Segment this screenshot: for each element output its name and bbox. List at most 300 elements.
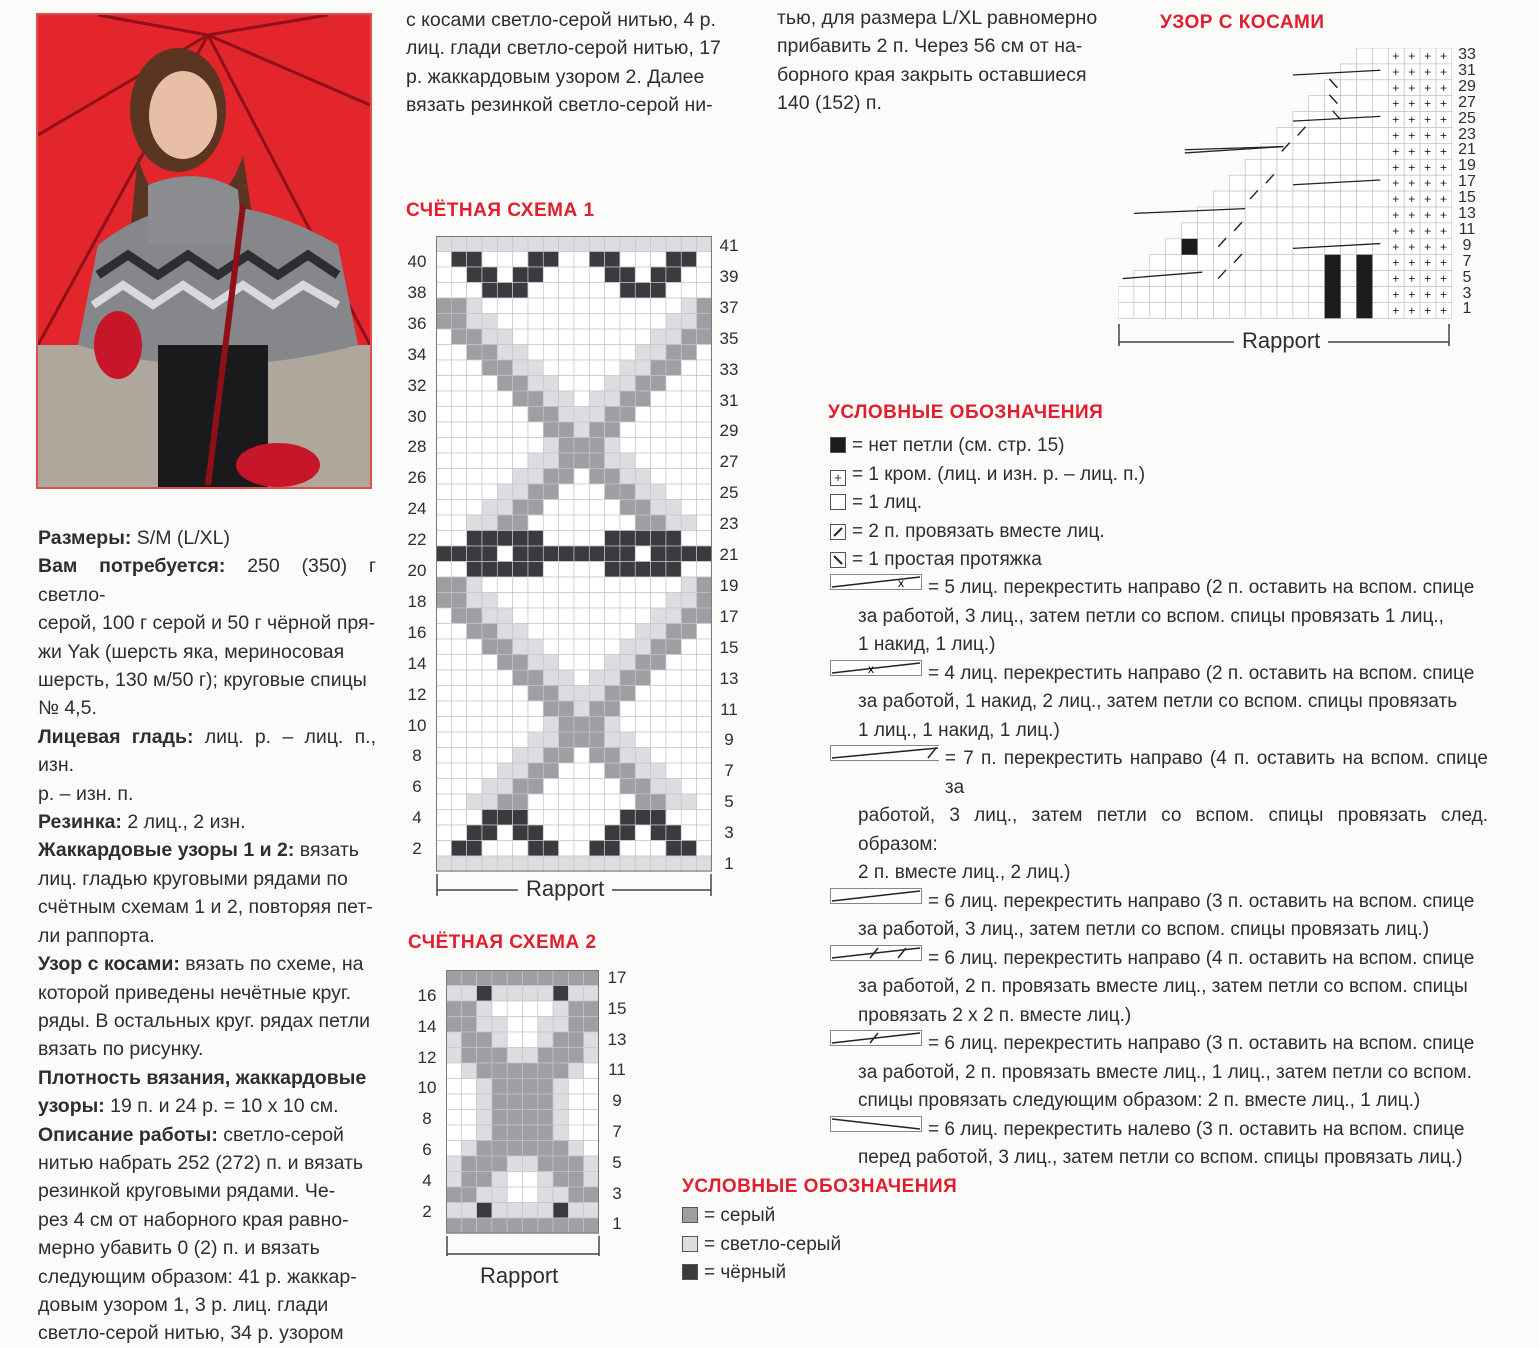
chart-cell [513,686,528,702]
chart-cell [1198,287,1214,303]
chart-cell [461,1218,476,1234]
chart-cell [492,1063,507,1079]
chart-cell [1293,159,1309,175]
legend-cables [830,574,1488,1173]
chart-cell [697,314,712,330]
chart-cell [589,717,604,733]
chart-cell [482,500,497,516]
chart-cell [543,670,558,686]
chart-cell [681,655,696,671]
chart-cell [507,1017,522,1033]
chart-cell [528,794,543,810]
chart-cell [1182,287,1198,303]
row-number: 3 [724,823,734,843]
chart-cell [697,794,712,810]
chart-cell [681,794,696,810]
chart-cell [513,407,528,423]
chart-cell [568,1079,583,1095]
chart-cell [605,469,620,485]
chart-cell [620,531,635,547]
chart-cell [1325,191,1341,207]
row-number: 33 [719,359,739,379]
chart-cell [1341,112,1357,128]
svg-text:+: + [1392,287,1400,302]
chart-cell [477,1094,492,1110]
chart-cell [584,1001,599,1017]
chart-cell [446,1001,461,1017]
chart-cell [620,345,635,361]
svg-text:+: + [1424,287,1432,302]
chart-cell [635,670,650,686]
chart-cell [1245,302,1261,318]
chart-cell [461,1048,476,1064]
cable-row-numbers [1454,46,1480,320]
chart-cell [635,763,650,779]
jacquard-label: Жаккардовые узоры 1 и 2: [38,839,295,862]
svg-text:+: + [1440,271,1448,286]
chart-cell [584,986,599,1002]
chart-cell [635,825,650,841]
row-number: 7 [724,761,734,781]
chart-cell [528,670,543,686]
chart-cell [553,1203,568,1219]
chart-cell [635,748,650,764]
svg-text:+: + [1392,255,1400,270]
chart-cell [451,825,466,841]
chart-cell [635,779,650,795]
chart-cell [620,391,635,407]
chart-cell [605,577,620,593]
chart-cell [1213,287,1229,303]
chart-cell [467,283,482,299]
chart-cell [666,732,681,748]
chart-cell [451,779,466,795]
chart-cell [513,484,528,500]
chart-cell [666,314,681,330]
chart-cell [497,391,512,407]
chart-cell [651,841,666,857]
chart-cell [1325,159,1341,175]
chart-cell [446,1063,461,1079]
chart-cell [528,438,543,454]
chart-cell [1341,271,1357,287]
chart-cell [1229,271,1245,287]
row-number: 9 [1462,236,1472,254]
legend-symbols [830,432,1510,575]
middle-column-text [406,6,746,120]
chart-cell [635,841,650,857]
chart-cell [461,1032,476,1048]
chart-cell [436,577,451,593]
chart-cell [559,856,574,872]
chart-cell [482,469,497,485]
chart-cell [666,438,681,454]
chart-cell [538,1094,553,1110]
text-line: прибавить 2 п. Через 56 см от на- [777,35,1083,58]
chart-cell [467,422,482,438]
chart-cell [446,1187,461,1203]
chart-cell [574,810,589,826]
chart-cell [559,267,574,283]
chart-cell [436,376,451,392]
chart-cell [697,469,712,485]
chart-cell [666,422,681,438]
chart-cell [666,283,681,299]
chart-cell [605,732,620,748]
chart-cell [1372,80,1388,96]
chart-cell [1134,302,1150,318]
chart-cell [559,701,574,717]
chart-cell [507,1094,522,1110]
row-number: 2 [412,839,422,859]
row-number: 10 [407,715,427,735]
chart-cell [1372,64,1388,80]
chart-cell [651,422,666,438]
chart-cell [513,732,528,748]
chart-cell [574,779,589,795]
chart-cell [559,562,574,578]
chart-cell [666,779,681,795]
chart-cell [651,856,666,872]
text-line: резинкой круговыми рядами. Че- [38,1180,336,1203]
chart-cell [553,986,568,1002]
chart-cell [651,329,666,345]
row-number: 7 [612,1122,622,1141]
chart-cell [513,794,528,810]
chart-cell [574,686,589,702]
chart-cell [492,986,507,1002]
chart-cell [451,593,466,609]
chart-cell [1293,175,1309,191]
row-number: 14 [417,1016,437,1036]
chart-cell [513,717,528,733]
chart-cell [1245,175,1261,191]
chart-cell [559,686,574,702]
chart-cell [482,608,497,624]
chart-cell [543,453,558,469]
chart-cell [497,794,512,810]
chart-cell [467,717,482,733]
chart-cell [467,407,482,423]
chart-cell [467,546,482,562]
chart-cell [497,469,512,485]
chart-cell [1277,239,1293,255]
chart-cell [681,236,696,252]
cable-6-right-dec-icon [830,945,922,961]
chart-cell [574,453,589,469]
chart-cell [666,252,681,268]
row-number: 38 [407,282,427,302]
chart-cell [446,1203,461,1219]
cable-6-right-icon [830,888,922,904]
row-number: 13 [607,1029,627,1049]
chart-cell [574,748,589,764]
chart-cell [1182,255,1198,271]
chart-cell [681,422,696,438]
chart-cell [681,639,696,655]
chart-cell [605,810,620,826]
svg-text:+: + [1440,223,1448,238]
svg-text:+: + [1408,80,1416,95]
chart-cell [538,1001,553,1017]
chart-cell [559,515,574,531]
chart-cell [559,500,574,516]
chart-cell [605,794,620,810]
chart-cell [635,856,650,872]
chart-cell [451,655,466,671]
chart-cell [1325,128,1341,144]
chart-cell [543,391,558,407]
row-number: 18 [407,591,427,611]
chart-cell [523,1048,538,1064]
chart-cell [559,810,574,826]
chart-cell [559,655,574,671]
chart-cell [451,376,466,392]
chart-cell [467,298,482,314]
chart-cell [589,763,604,779]
chart-cell [461,1094,476,1110]
chart-cell [651,639,666,655]
chart-cell [523,1063,538,1079]
scheme2-right-row-numbers [604,968,630,1234]
chart-cell [697,717,712,733]
row-number: 15 [607,998,627,1018]
row-number: 20 [407,561,427,580]
chart-cell [467,670,482,686]
chart-cell [574,329,589,345]
scheme1-right-row-numbers [716,236,742,880]
chart-cell [620,252,635,268]
text-line: № 4,5. [38,697,97,720]
chart-cell [1357,112,1373,128]
svg-text:+: + [1424,192,1432,207]
chart-cell [467,825,482,841]
chart-cell [568,1203,583,1219]
chart-cell [605,391,620,407]
chart-cell [1277,191,1293,207]
chart-cell [697,748,712,764]
chart-cell [635,329,650,345]
chart-cell [492,1172,507,1188]
chart-cell [523,1141,538,1157]
chart-cell [1372,271,1388,287]
chart-cell [681,500,696,516]
chart-cell [446,1094,461,1110]
chart-cell [589,841,604,857]
chart-cell [451,732,466,748]
svg-text:+: + [1440,287,1448,302]
chart-cell [574,298,589,314]
chart-cell [666,562,681,578]
chart-cell [446,1156,461,1172]
chart-cell [543,407,558,423]
chart-cell [1277,255,1293,271]
row-number: 11 [1458,220,1476,238]
chart-cell [461,1017,476,1033]
chart-cell [1309,191,1325,207]
legend-cable-text: 1 накид, 1 лиц.) [858,634,996,655]
chart-cell [574,670,589,686]
cable-chart-grid [1118,48,1452,320]
chart-cell [584,1079,599,1095]
row-number: 33 [1458,46,1476,63]
chart-cell [451,546,466,562]
chart-cell [543,608,558,624]
chart-cell [635,686,650,702]
chart-cell [543,763,558,779]
chart-cell [482,391,497,407]
chart-cell [451,422,466,438]
chart-cell [568,970,583,986]
chart-cell [451,763,466,779]
text-line: борного края закрыть оставшиеся [777,63,1087,86]
chart-cell [1277,287,1293,303]
chart-cell [513,267,528,283]
chart-cell [543,345,558,361]
chart-cell [482,794,497,810]
chart-cell [482,577,497,593]
chart-cell [543,515,558,531]
chart-cell [620,608,635,624]
chart-cell [451,236,466,252]
chart-cell [543,546,558,562]
chart-cell [436,484,451,500]
chart-cell [584,1203,599,1219]
chart-cell [666,267,681,283]
chart-cell [574,593,589,609]
chart-cell [467,329,482,345]
legend-light-gray: = светло-серый [704,1233,842,1255]
chart-cell [446,1218,461,1234]
edge-stitch-plus-icon: + [830,470,846,486]
chart-cell [513,314,528,330]
chart-cell [584,1017,599,1033]
chart-cell [651,407,666,423]
chart-cell [513,500,528,516]
chart-cell [1357,48,1373,64]
chart-cell [1341,302,1357,318]
chart-cell [1372,287,1388,303]
chart-cell [589,577,604,593]
scheme1-chart-grid [436,236,712,872]
chart-cell [605,717,620,733]
chart-cell [436,686,451,702]
row-number: 27 [1458,93,1476,111]
chart-cell [1213,255,1229,271]
chart-cell [589,856,604,872]
svg-text:+: + [1392,208,1400,222]
chart-cell [1309,271,1325,287]
chart-cell [513,856,528,872]
chart-cell [1293,271,1309,287]
chart-cell [497,484,512,500]
chart-cell [589,701,604,717]
chart-cell [477,1156,492,1172]
svg-text:+: + [1440,112,1448,127]
chart-cell [436,438,451,454]
chart-cell [568,1032,583,1048]
chart-cell [584,1187,599,1203]
row-number: 39 [719,266,739,286]
row-number: 16 [407,622,427,642]
chart-cell [477,1110,492,1126]
chart-cell [589,593,604,609]
chart-cell [605,639,620,655]
chart-cell [620,515,635,531]
chart-cell [553,1001,568,1017]
chart-cell [553,1141,568,1157]
chart-cell [461,1203,476,1219]
chart-cell [651,531,666,547]
chart-cell [482,717,497,733]
chart-cell [1245,255,1261,271]
chart-cell [467,453,482,469]
chart-cell [584,1094,599,1110]
chart-cell [467,515,482,531]
chart-cell [507,1141,522,1157]
chart-cell [620,469,635,485]
chart-cell [436,825,451,841]
svg-text:+: + [1392,271,1400,286]
row-number: 6 [412,777,422,797]
scheme2-title: СЧЁТНАЯ СХЕМА 2 [408,932,597,953]
chart-cell [559,329,574,345]
chart-cell [497,252,512,268]
chart-cell [666,701,681,717]
chart-cell [681,810,696,826]
chart-cell [477,1203,492,1219]
chart-cell [559,779,574,795]
chart-cell [543,267,558,283]
chart-cell [497,422,512,438]
chart-cell [477,970,492,986]
chart-cell [620,298,635,314]
svg-text:+: + [1440,144,1448,159]
row-number: 25 [1458,109,1476,127]
chart-cell [568,1125,583,1141]
chart-cell [513,329,528,345]
chart-cell [620,732,635,748]
chart-cell [1261,302,1277,318]
svg-text:x: x [868,661,874,676]
chart-cell [482,484,497,500]
row-number: 1 [612,1214,622,1234]
chart-cell [1229,302,1245,318]
row-number: 13 [719,668,739,688]
chart-cell [1325,207,1341,223]
chart-cell [651,608,666,624]
chart-cell [559,531,574,547]
chart-cell [467,655,482,671]
chart-cell [482,593,497,609]
chart-cell [620,453,635,469]
chart-cell [1357,223,1373,239]
chart-cell [574,531,589,547]
chart-cell [605,345,620,361]
chart-cell [651,701,666,717]
chart-cell [461,1001,476,1017]
row-number: 6 [422,1140,432,1159]
chart-cell [477,1125,492,1141]
chart-cell [1118,287,1134,303]
chart-cell [461,1187,476,1203]
legend-no-stitch: = нет петли (см. стр. 15) [852,435,1065,456]
chart-cell [635,810,650,826]
chart-cell [651,686,666,702]
chart-cell [697,608,712,624]
chart-cell [635,593,650,609]
chart-cell [528,841,543,857]
